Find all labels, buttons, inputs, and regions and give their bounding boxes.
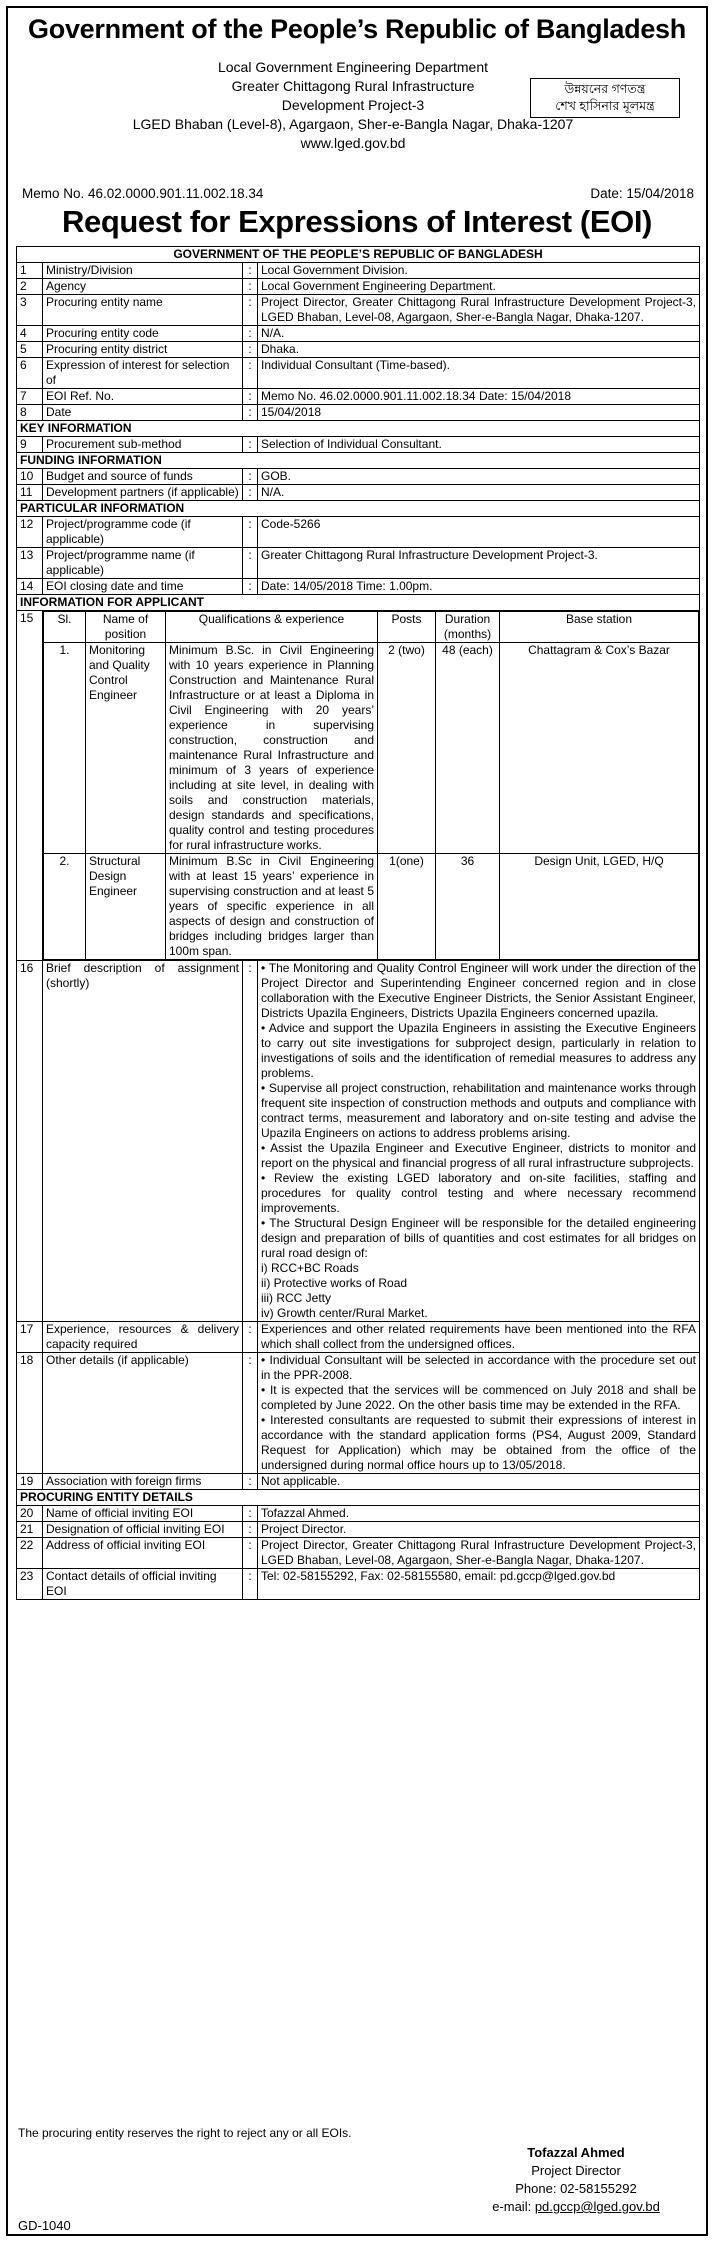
row-label: Development partners (if applicable) (43, 485, 243, 501)
row-colon: : (243, 1569, 258, 1600)
signature-block (466, 2144, 686, 2216)
row-value: Local Government Division. (258, 263, 700, 279)
bullet-paragraph: • Supervise all project construction, rehabilitation and maintenance works through frequent site inspection of construction methods and outputs and compliance with contract terms, measurement and laboratory and on-site testing and advise the Upazila Engineers on actions to address problems arising. (261, 1081, 696, 1140)
row-number: 11 (17, 485, 43, 501)
row-value: Date: 14/05/2018 Time: 1.00pm. (258, 579, 700, 595)
signatory-email (466, 2198, 686, 2216)
position-serial: 1. (44, 643, 86, 854)
table-row (17, 1353, 700, 1474)
row-colon: : (243, 548, 258, 579)
table-row (17, 548, 700, 579)
reference-code: GD-1040 (18, 2218, 71, 2233)
row-label: Designation of official inviting EOI (43, 1522, 243, 1538)
row-value: GOB. (258, 469, 700, 485)
table-row (17, 1506, 700, 1522)
column-header: Duration (months) (436, 612, 500, 643)
eoi-title: Request for Expressions of Interest (EOI) (62, 204, 652, 239)
department-address (128, 58, 578, 153)
list-item: ii) Protective works of Road (261, 1276, 408, 1290)
position-serial: 2. (44, 854, 86, 960)
row-number: 16 (17, 961, 43, 1322)
bangla-slogan-box (530, 78, 680, 118)
row-value: Tel: 02-58155292, Fax: 02-58155580, email: pd.gccp@lged.gov.bd (258, 1569, 700, 1600)
row-label: Date (43, 405, 243, 421)
row-colon: : (243, 295, 258, 326)
row-number: 8 (17, 405, 43, 421)
row-value: Project Director, Greater Chittagong Rural Infrastructure Development Project-3, LGED Bhaban, Level-08, Agargaon, Sher-e-Bangla Nagar, Dhaka-1207. (258, 295, 700, 326)
row-label: Project/programme name (if applicable) (43, 548, 243, 579)
row-number: 20 (17, 1506, 43, 1522)
row-value: Greater Chittagong Rural Infrastructure Development Project-3. (258, 548, 700, 579)
bullet-paragraph: • It is expected that the services will be commenced on July 2018 and shall be completed by June 2022. On the other basis time may be extended in the RFA. (261, 1383, 696, 1412)
section-title: FUNDING INFORMATION (17, 453, 700, 469)
row-colon: : (243, 405, 258, 421)
dept-line: Development Project-3 (281, 97, 425, 113)
bullet-paragraph: • The Monitoring and Quality Control Engineer will work under the direction of the Project Director and Superintending Engineer concerned region and in close collaboration with the Executive Engineer Districts, the Senior Assistant Engineer, Districts Upazila Engineers, Districts Upazila Engineers concerned upazila. (261, 961, 696, 1020)
row-label: Project/programme code (if applicable) (43, 517, 243, 548)
row-label: Other details (if applicable) (43, 1353, 243, 1474)
row-colon: : (243, 342, 258, 358)
row-colon: : (243, 1322, 258, 1353)
position-base-station: Chattagram & Cox’s Bazar (500, 643, 699, 854)
bullet-paragraph: • Advice and support the Upazila Engineers in assisting the Executive Engineers to carry out site investigations for subproject design, particularly in relation to investigations of soils and the identification of remedial measures to address any problems. (261, 1021, 696, 1080)
bangla-line: শেখ হাসিনার মূলমন্ত্র (555, 99, 655, 113)
row-number: 22 (17, 1538, 43, 1569)
row-colon: : (243, 1538, 258, 1569)
dept-line: LGED Bhaban (Level-8), Agargaon, Sher-e-Bangla Nagar, Dhaka-1207 (132, 116, 574, 132)
bullet-paragraph: • Individual Consultant will be selected in accordance with the procedure set out in the PPR-2008. (261, 1353, 696, 1382)
row-value: N/A. (258, 485, 700, 501)
row-value: Local Government Engineering Department. (258, 279, 700, 295)
section-title: PROCURING ENTITY DETAILS (17, 1490, 700, 1506)
signatory-title: Project Director (531, 2163, 621, 2178)
row-number: 12 (17, 517, 43, 548)
dept-line: Local Government Engineering Department (217, 59, 489, 75)
section-key-information (17, 421, 700, 437)
row-colon: : (243, 1474, 258, 1490)
table-row (17, 517, 700, 548)
website: www.lged.gov.bd (300, 135, 406, 151)
row-number: 23 (17, 1569, 43, 1600)
signatory-phone: Phone: 02-58155292 (515, 2181, 637, 2196)
row-label: Procurement sub-method (43, 437, 243, 453)
row-colon: : (243, 961, 258, 1322)
row-colon: : (243, 1353, 258, 1474)
table-row (17, 358, 700, 389)
list-item: i) RCC+BC Roads (261, 1261, 359, 1275)
row-colon: : (243, 485, 258, 501)
row-number: 4 (17, 326, 43, 342)
memo-number: Memo No. 46.02.0000.901.11.002.18.34 (22, 186, 264, 201)
row-number: 10 (17, 469, 43, 485)
section-information-for-applicant (17, 595, 700, 611)
row-value: Experiences and other related requirements have been mentioned into the RFA which shall collect from the undersigned offices. (258, 1322, 700, 1353)
row-value: Project Director, Greater Chittagong Rural Infrastructure Development Project-3, LGED Bhaban, Level-08, Agargaon, Sher-e-Bangla Nagar, Dhaka-1207. (258, 1538, 700, 1569)
footnote: The procuring entity reserves the right to reject any or all EOIs. (18, 2126, 352, 2140)
row-number: 13 (17, 548, 43, 579)
bullet-paragraph: • The Structural Design Engineer will be responsible for the detailed engineering design and preparation of bills of quantities and cost estimates for all bridges on rural road design of: (261, 1216, 696, 1260)
row-label: Name of official inviting EOI (43, 1506, 243, 1522)
section-title: INFORMATION FOR APPLICANT (17, 595, 700, 611)
row-value: Individual Consultant (Time-based). (258, 358, 700, 389)
row-label: Budget and source of funds (43, 469, 243, 485)
table-row (17, 1538, 700, 1569)
positions-cell (43, 611, 700, 961)
column-header: Qualifications & experience (166, 612, 378, 643)
list-item: iv) Growth center/Rural Market. (261, 1306, 428, 1320)
table-row (17, 279, 700, 295)
row-colon: : (243, 1522, 258, 1538)
row-number: 6 (17, 358, 43, 389)
row-label: Brief description of assignment (shortly) (43, 961, 243, 1322)
position-posts: 2 (two) (378, 643, 436, 854)
email-link[interactable]: pd.gccp@lged.gov.bd (534, 2199, 660, 2214)
positions-header-row (44, 612, 699, 643)
section-funding-information (17, 453, 700, 469)
row-value: Dhaka. (258, 342, 700, 358)
dept-line: Greater Chittagong Rural Infrastructure (231, 78, 475, 94)
advertisement-page (6, 6, 708, 2236)
position-row (44, 854, 699, 960)
bullet-paragraph: • Interested consultants are requested to submit their expressions of interest in accordance with the standard application forms (PS4, August 2009, Standard Request for Application) which may be obtained from the office of the undersigned during normal office hours up to 13/05/2018. (261, 1413, 696, 1472)
row-value (258, 1353, 700, 1474)
table-row (17, 1322, 700, 1353)
section-title: PARTICULAR INFORMATION (17, 501, 700, 517)
row-colon: : (243, 326, 258, 342)
row-label: Procuring entity district (43, 342, 243, 358)
section-procuring-entity-details (17, 1490, 700, 1506)
column-header: Posts (378, 612, 436, 643)
bullet-paragraph: • Assist the Upazila Engineer and Executive Engineer, districts to monitor and report on the physical and financial progress of all rural infrastructure subprojects. (261, 1141, 696, 1170)
section-particular-information (17, 501, 700, 517)
table-row (17, 342, 700, 358)
row-number: 7 (17, 389, 43, 405)
eoi-table (16, 246, 700, 1600)
government-heading: Government of the People’s Republic of Bangladesh (28, 14, 686, 44)
bangla-line: উন্নয়নের গণতন্ত্র (564, 82, 646, 96)
row-value (258, 961, 700, 1322)
row-label: Procuring entity name (43, 295, 243, 326)
row-label: EOI Ref. No. (43, 389, 243, 405)
list-item: iii) RCC Jetty (261, 1291, 332, 1305)
table-row (17, 961, 700, 1322)
table-row (17, 405, 700, 421)
row-value: Selection of Individual Consultant. (258, 437, 700, 453)
bullet-paragraph: • Review the existing LGED laboratory and on-site facilities, staffing and procedures for quality control testing and where necessary recommend improvements. (261, 1171, 696, 1215)
column-header: Name of position (86, 612, 166, 643)
row-colon: : (243, 437, 258, 453)
table-row (17, 469, 700, 485)
position-qualifications: Minimum B.Sc. in Civil Engineering with 10 years experience in Planning Construction and Maintenance Rural Infrastructure or at least a Diploma in Civil Engineering with 20 years’ experience in supervising construction, construction and maintenance Rural Infrastructure and minimum of 3 years of experience including at site level, in dealing with soils and construction materials, design standards and specifications, quality control and testing procedures for rural infrastructure works. (166, 643, 378, 854)
row-value: 15/04/2018 (258, 405, 700, 421)
row-colon: : (243, 358, 258, 389)
table-row (17, 485, 700, 501)
position-name: Monitoring and Quality Control Engineer (86, 643, 166, 854)
row-label: Address of official inviting EOI (43, 1538, 243, 1569)
position-duration: 48 (each) (436, 643, 500, 854)
row-label: Association with foreign firms (43, 1474, 243, 1490)
row-colon: : (243, 1506, 258, 1522)
row-number: 3 (17, 295, 43, 326)
row-number: 17 (17, 1322, 43, 1353)
row-number: 21 (17, 1522, 43, 1538)
table-row (17, 579, 700, 595)
row-label: Ministry/Division (43, 263, 243, 279)
row-value: Code-5266 (258, 517, 700, 548)
row-label: Experience, resources & delivery capacity required (43, 1322, 243, 1353)
row-number: 19 (17, 1474, 43, 1490)
row-value: N/A. (258, 326, 700, 342)
row-number: 18 (17, 1353, 43, 1474)
applicant-row (17, 611, 700, 961)
row-label: Expression of interest for selection of (43, 358, 243, 389)
row-colon: : (243, 579, 258, 595)
memo-date: Date: 15/04/2018 (590, 186, 694, 201)
row-colon: : (243, 517, 258, 548)
table-row (17, 326, 700, 342)
table-row (17, 1474, 700, 1490)
signatory-name: Tofazzal Ahmed (527, 2145, 625, 2160)
row-number: 14 (17, 579, 43, 595)
row-colon: : (243, 279, 258, 295)
row-colon: : (243, 263, 258, 279)
table-row (17, 263, 700, 279)
row-value: Project Director. (258, 1522, 700, 1538)
row-value: Tofazzal Ahmed. (258, 1506, 700, 1522)
table-row (17, 1569, 700, 1600)
position-posts: 1(one) (378, 854, 436, 960)
row-label: Procuring entity code (43, 326, 243, 342)
position-base-station: Design Unit, LGED, H/Q (500, 854, 699, 960)
row-number: 9 (17, 437, 43, 453)
row-colon: : (243, 389, 258, 405)
email-prefix: e-mail: (492, 2199, 535, 2214)
row-colon: : (243, 469, 258, 485)
row-number: 5 (17, 342, 43, 358)
row-value: Not applicable. (258, 1474, 700, 1490)
table-title: GOVERNMENT OF THE PEOPLE’S REPUBLIC OF BANGLADESH (17, 247, 700, 263)
table-row (17, 389, 700, 405)
position-qualifications: Minimum B.Sc in Civil Engineering with at least 15 years’ experience in supervising construction and at least 5 years of specific experience in all aspects of design and construction of bridges including bridges larger than 100m span. (166, 854, 378, 960)
row-number: 2 (17, 279, 43, 295)
row-label: Contact details of official inviting EOI (43, 1569, 243, 1600)
row-label: Agency (43, 279, 243, 295)
row-number: 15 (17, 611, 43, 961)
row-value: Memo No. 46.02.0000.901.11.002.18.34 Date: 15/04/2018 (258, 389, 700, 405)
position-name: Structural Design Engineer (86, 854, 166, 960)
table-row (17, 437, 700, 453)
positions-table (43, 611, 699, 960)
row-number: 1 (17, 263, 43, 279)
table-row (17, 1522, 700, 1538)
table-row (17, 295, 700, 326)
position-duration: 36 (436, 854, 500, 960)
column-header: Sl. (44, 612, 86, 643)
position-row (44, 643, 699, 854)
column-header: Base station (500, 612, 699, 643)
row-label: EOI closing date and time (43, 579, 243, 595)
section-title: KEY INFORMATION (17, 421, 700, 437)
